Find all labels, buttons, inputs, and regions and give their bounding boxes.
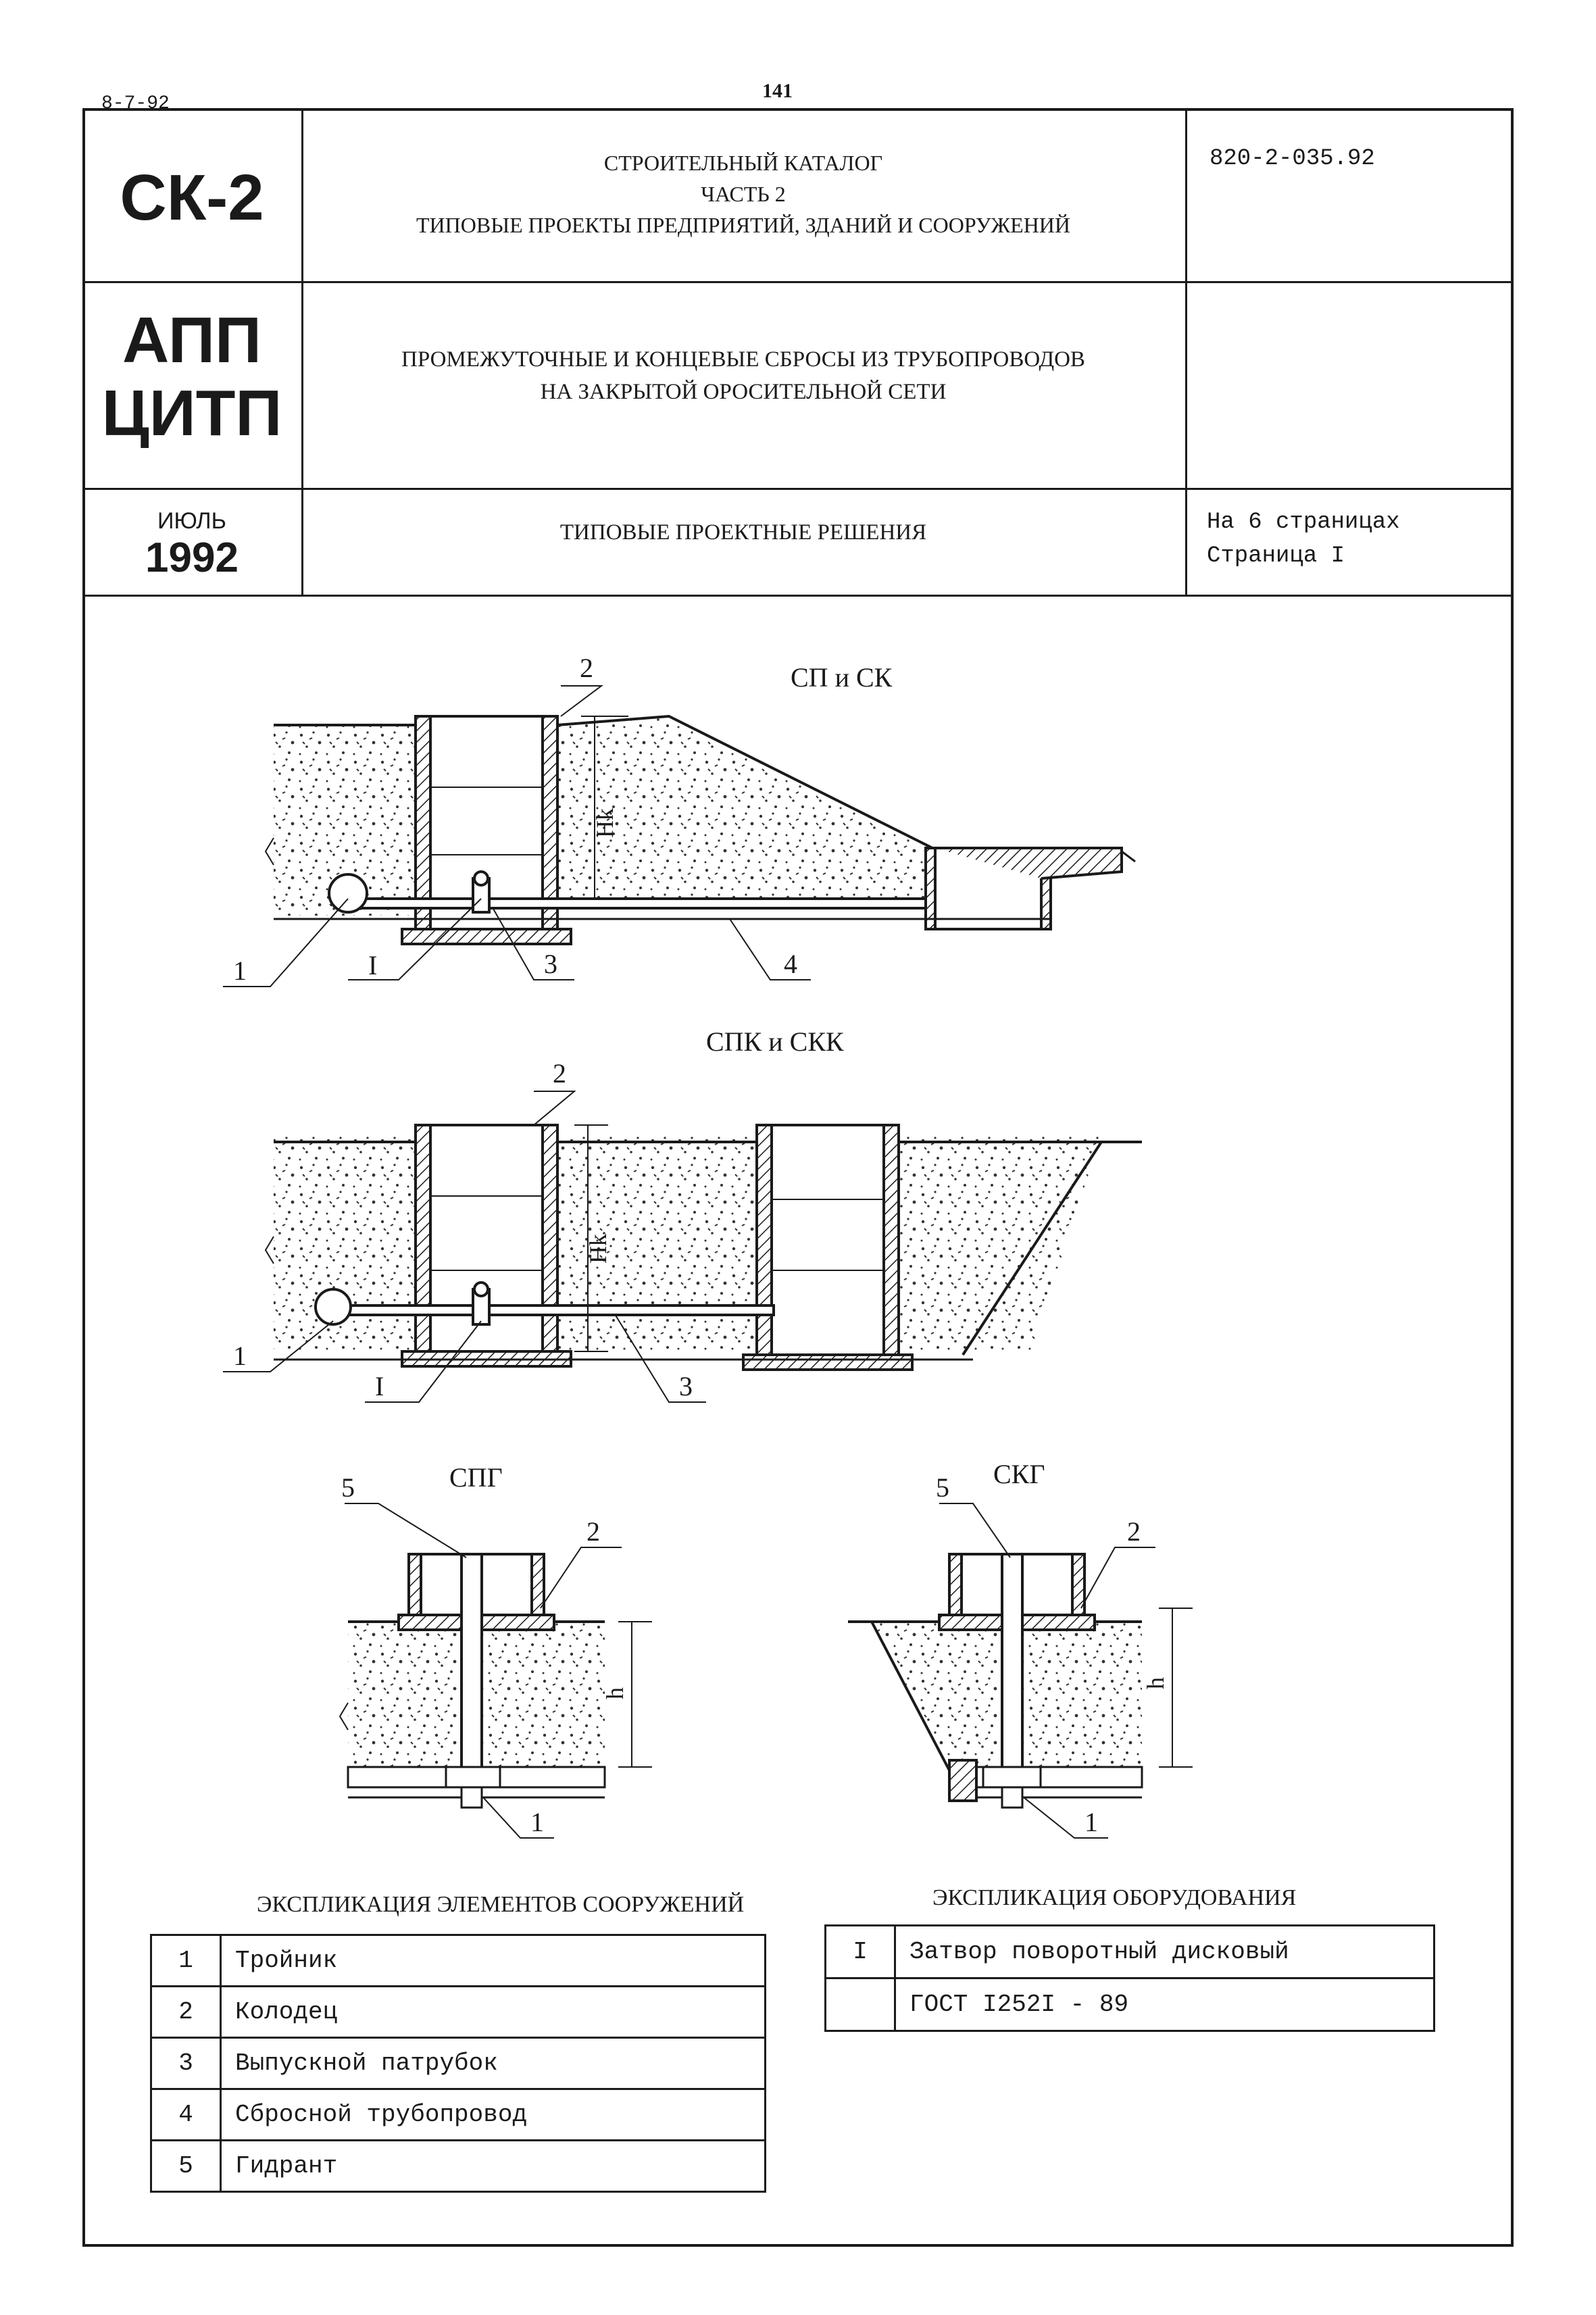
well-wall-left-1 [416,716,430,929]
dim-h-d3: h [601,1687,628,1699]
tee-1 [329,874,367,912]
row-number: 1 [151,1935,221,1987]
pages-total: На 6 страницах [1207,509,1400,535]
drawing-spk-skk [223,1091,1142,1402]
discharge-pipe-1 [338,899,949,908]
table-row [151,1987,766,2038]
outlet-well-base-2 [743,1355,912,1370]
document-title-line-2: НА ЗАКРЫТОЙ ОРОСИТЕЛЬНОЙ СЕТИ [540,380,947,404]
callout-I-d2: I [375,1371,384,1401]
callout-2-d1: 2 [580,653,593,683]
callout-I-d1: I [368,950,378,980]
table-row [826,1978,1435,2031]
callout-4-d1: 4 [784,949,797,979]
end-plug-4 [949,1760,976,1801]
row-number: I [826,1926,895,1978]
row-name: Сбросной трубопровод [221,2089,766,2141]
catalog-title-line-2: ЧАСТЬ 2 [701,182,786,206]
drawing-sp-sk [223,686,1135,987]
dim-hk-d1: Hk [591,808,618,838]
callout-3-d1: 3 [544,949,557,979]
document-title-line-1: ПРОМЕЖУТОЧНЫЕ И КОНЦЕВЫЕ СБРОСЫ ИЗ ТРУБОПРОВОДОВ [401,347,1085,372]
table-row [151,1935,766,1987]
soil-fill-2 [274,1135,1101,1351]
org-line-1: АПП [122,304,262,376]
row-number: 3 [151,2038,221,2089]
stamp-date: 8-7-92 [101,93,170,114]
org-line-2: ЦИТП [101,377,282,449]
leader-2-d1 [561,686,601,716]
drawing-skg [848,1503,1193,1838]
well-base-1 [402,929,571,944]
issue-year: 1992 [145,534,239,581]
doc-number: 820-2-035.92 [1210,146,1375,172]
row-name: Гидрант [221,2141,766,2192]
callout-1-d3: 1 [530,1807,544,1837]
row-number: 2 [151,1987,221,2038]
row-name: Тройник [221,1935,766,1987]
dim-h-d4: h [1142,1677,1169,1689]
catalog-code: СК-2 [120,161,264,234]
row-name: Выпускной патрубок [221,2038,766,2089]
hydrant-riser-3 [462,1554,482,1770]
drawing-title-sp-sk: СП и СК [791,662,893,693]
table-row [151,2089,766,2141]
leader-2-d3 [541,1547,622,1608]
callout-1-d2: 1 [233,1341,247,1371]
row-number: 4 [151,2089,221,2141]
drawing-spg [340,1503,652,1838]
row-name: Колодец [221,1987,766,2038]
hydrant-riser-4 [1002,1554,1022,1770]
leader-2-d2 [534,1091,574,1125]
callout-5-d3: 5 [341,1472,355,1503]
structures-table-title: ЭКСПЛИКАЦИЯ ЭЛЕМЕНТОВ СООРУЖЕНИЙ [257,1892,745,1917]
catalog-title-line-3: ТИПОВЫЕ ПРОЕКТЫ ПРЕДПРИЯТИЙ, ЗДАНИЙ И СООРУЖЕНИЙ [416,213,1071,237]
callout-2-d4: 2 [1127,1516,1141,1547]
callout-5-d4: 5 [936,1472,949,1503]
page-number: 141 [762,80,793,102]
equipment-table-title: ЭКСПЛИКАЦИЯ ОБОРУДОВАНИЯ [932,1885,1297,1910]
table-row [151,2141,766,2192]
leader-5-d4 [939,1503,1010,1558]
leader-5-d3 [345,1503,466,1558]
row-number: 5 [151,2141,221,2192]
issue-month: ИЮЛЬ [157,508,226,534]
drawing-title-skg: СКГ [993,1459,1045,1489]
drawing-title-spk-skk: СПК и СКК [706,1026,844,1057]
catalog-title-line-1: СТРОИТЕЛЬНЫЙ КАТАЛОГ [603,151,883,175]
callout-2-d2: 2 [553,1058,566,1089]
section-label: ТИПОВЫЕ ПРОЕКТНЫЕ РЕШЕНИЯ [559,520,927,545]
current-page: Страница I [1207,543,1345,569]
main-pipe-3 [348,1767,605,1787]
dim-hk-d2: Hk [584,1234,612,1264]
table-row [826,1926,1435,1978]
equipment-table [824,1924,1435,2032]
discharge-pipe-2 [338,1305,774,1315]
tee-2 [316,1289,351,1324]
callout-3-d2: 3 [679,1371,693,1401]
outlet-well-2 [757,1125,899,1355]
row-number [826,1978,895,2031]
well-wall-right-1 [543,716,557,929]
structures-table [150,1934,766,2193]
row-name: ГОСТ I252I - 89 [895,1978,1435,2031]
leader-4-d1 [730,919,811,980]
leader-2-d4 [1081,1547,1155,1608]
callout-2-d3: 2 [587,1516,600,1547]
table-row [151,2038,766,2089]
callout-1-d4: 1 [1084,1807,1098,1837]
main-pipe-4 [973,1767,1142,1787]
row-name: Затвор поворотный дисковый [895,1926,1435,1978]
callout-1-d1: 1 [233,955,247,986]
drawing-title-spg: СПГ [449,1462,503,1493]
